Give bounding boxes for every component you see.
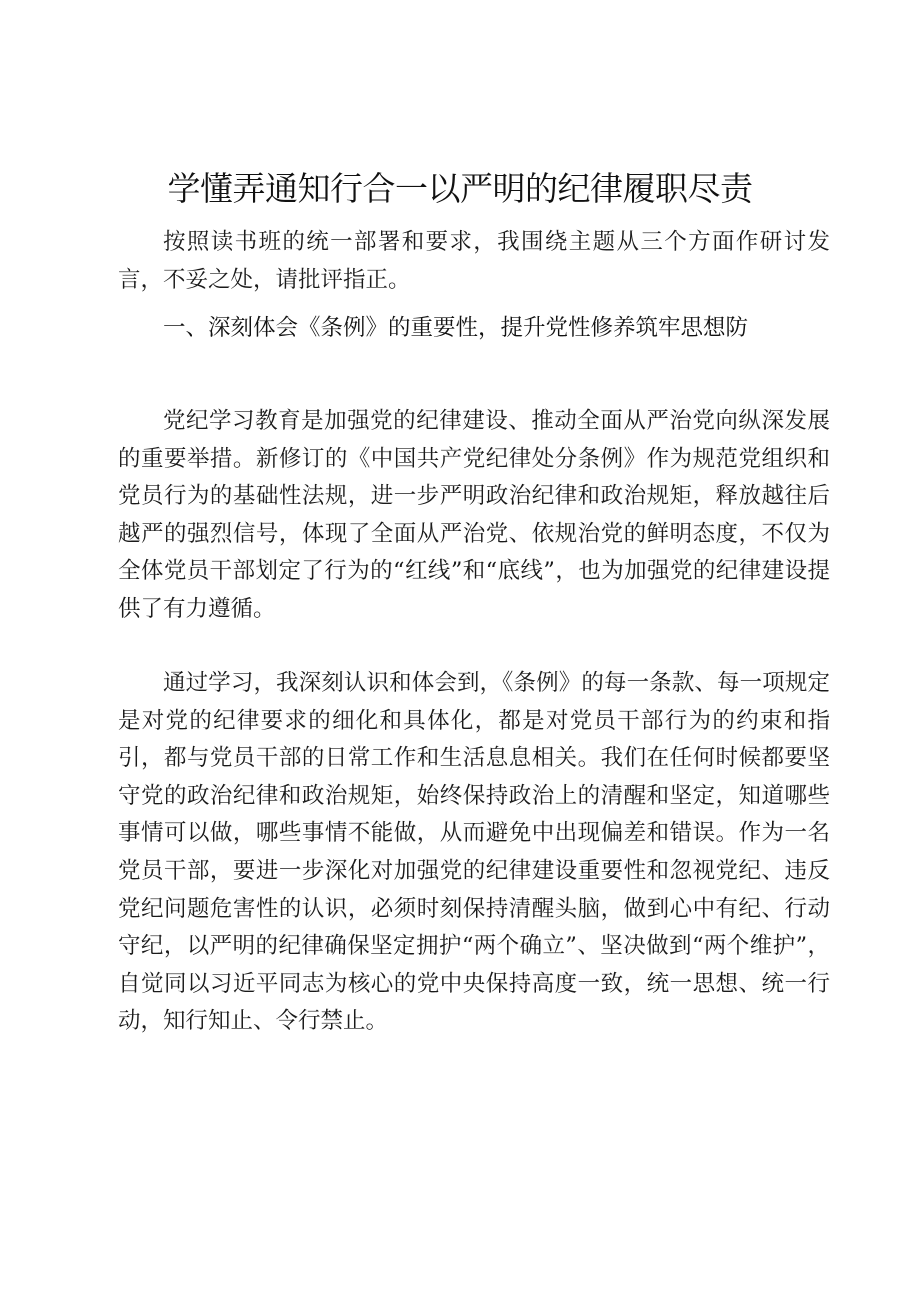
document-title: 学懂弄通知行合一以严明的纪律履职尽责 <box>167 169 753 208</box>
body-paragraph-2: 通过学习，我深刻认识和体会到，《条例》的每一条款、每一项规定是对党的纪律要求的细化和具体化，都是对党员干部行为的约束和指引，都与党员干部的日常工作和生活息息相关。我们在任何时候都要坚守党的政治纪律和政治规矩，始终保持政治上的清醒和坚定，知道哪些事情可以做，哪些事情不能做，从而避免中出现偏差和错误。作为一名党员干部，要进一步深化对加强党的纪律建设重要性和忽视党纪、违反党纪问题危害性的认识，必须时刻保持清醒头脑，做到心中有纪、行动守纪，以严明的纪律确保坚定拥护“两个确立”、坚决做到“两个维护”，自觉同以习近平同志为核心的党中央保持高度一致，统一思想、统一行动，知行知止、令行禁止。 <box>118 670 830 1035</box>
body-paragraph-1: 党纪学习教育是加强党的纪律建设、推动全面从严治党向纵深发展的重要举措。新修订的《中国共产党纪律处分条例》作为规范党组织和党员行为的基础性法规，进一步严明政治纪律和政治规矩，释放越往后越严的强烈信号，体现了全面从严治党、依规治党的鲜明态度，不仅为全体党员干部划定了行为的“红线”和“底线”，也为加强党的纪律建设提供了有力遵循。 <box>118 408 830 622</box>
section-heading-1: 一、深刻体会《条例》的重要性，提升党性修养筑牢思想防 <box>163 315 749 341</box>
intro-paragraph: 按照读书班的统一部署和要求，我围绕主题从三个方面作研讨发言，不妥之处，请批评指正。 <box>118 229 830 293</box>
